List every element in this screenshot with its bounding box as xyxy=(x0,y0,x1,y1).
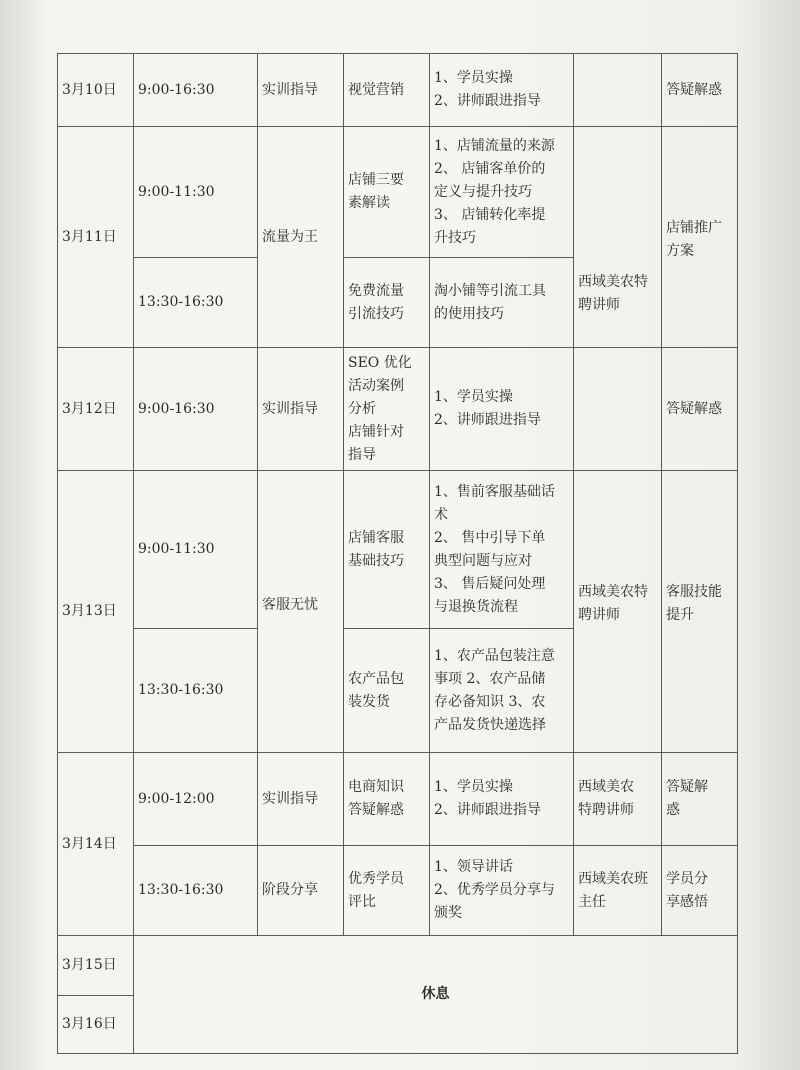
remark-cell: 客服技能 提升 xyxy=(662,471,738,753)
content-cell: 1、售前客服基础话 术 2、 售中引导下单 典型问题与应对 3、 售后疑问处理 与退换货流程 xyxy=(430,471,574,629)
table-row xyxy=(58,54,738,127)
time-cell: 13:30-16:30 xyxy=(134,846,258,936)
remark-cell: 学员分 享感悟 xyxy=(662,846,738,936)
content-cell: 1、领导讲话 2、优秀学员分享与 颁奖 xyxy=(430,846,574,936)
lecturer-cell xyxy=(574,348,662,471)
topic-cell: 视觉营销 xyxy=(344,54,430,127)
lecturer-cell xyxy=(574,54,662,127)
table-row xyxy=(58,471,738,629)
time-cell: 9:00-11:30 xyxy=(134,127,258,258)
table-row xyxy=(58,753,738,846)
topic-cell: 优秀学员 评比 xyxy=(344,846,430,936)
lecturer-cell: 西域美农特 聘讲师 xyxy=(574,127,662,348)
content-cell: 1、学员实操 2、讲师跟进指导 xyxy=(430,54,574,127)
content-cell: 1、农产品包装注意 事项 2、农产品储 存必备知识 3、农 产品发货快递选择 xyxy=(430,629,574,753)
topic-cell: 免费流量 引流技巧 xyxy=(344,258,430,348)
module-cell: 实训指导 xyxy=(258,348,344,471)
date-cell: 3月15日 xyxy=(58,936,134,996)
topic-cell: 店铺三要 素解读 xyxy=(344,127,430,258)
time-cell: 9:00-16:30 xyxy=(134,54,258,127)
table-row xyxy=(58,846,738,936)
remark-cell: 答疑解 惑 xyxy=(662,753,738,846)
date-cell: 3月16日 xyxy=(58,996,134,1054)
time-cell: 9:00-12:00 xyxy=(134,753,258,846)
content-cell: 1、学员实操 2、讲师跟进指导 xyxy=(430,753,574,846)
time-cell: 9:00-11:30 xyxy=(134,471,258,629)
lecturer-cell: 西域美农 特聘讲师 xyxy=(574,753,662,846)
rest-cell: 休息 xyxy=(134,936,738,1054)
date-cell: 3月13日 xyxy=(58,471,134,753)
topic-cell: 店铺客服 基础技巧 xyxy=(344,471,430,629)
module-cell: 实训指导 xyxy=(258,753,344,846)
topic-cell: 电商知识 答疑解惑 xyxy=(344,753,430,846)
time-cell: 13:30-16:30 xyxy=(134,258,258,348)
table-row xyxy=(58,127,738,258)
content-cell: 淘小铺等引流工具 的使用技巧 xyxy=(430,258,574,348)
topic-cell: SEO 优化 活动案例 分析 店铺针对 指导 xyxy=(344,348,430,471)
module-cell: 流量为王 xyxy=(258,127,344,348)
lecturer-cell: 西域美农特 聘讲师 xyxy=(574,471,662,753)
content-cell: 1、店铺流量的来源 2、 店铺客单价的 定义与提升技巧 3、 店铺转化率提 升技巧 xyxy=(430,127,574,258)
time-cell: 9:00-16:30 xyxy=(134,348,258,471)
module-cell: 客服无忧 xyxy=(258,471,344,753)
date-cell: 3月10日 xyxy=(58,54,134,127)
date-cell: 3月14日 xyxy=(58,753,134,936)
time-cell: 13:30-16:30 xyxy=(134,629,258,753)
module-cell: 阶段分享 xyxy=(258,846,344,936)
date-cell: 3月11日 xyxy=(58,127,134,348)
date-cell: 3月12日 xyxy=(58,348,134,471)
training-schedule-table xyxy=(57,53,738,1054)
remark-cell: 店铺推广 方案 xyxy=(662,127,738,348)
table-row xyxy=(58,348,738,471)
topic-cell: 农产品包 装发货 xyxy=(344,629,430,753)
remark-cell: 答疑解惑 xyxy=(662,348,738,471)
module-cell: 实训指导 xyxy=(258,54,344,127)
remark-cell: 答疑解惑 xyxy=(662,54,738,127)
table-row xyxy=(58,936,738,996)
content-cell: 1、学员实操 2、讲师跟进指导 xyxy=(430,348,574,471)
lecturer-cell: 西域美农班 主任 xyxy=(574,846,662,936)
